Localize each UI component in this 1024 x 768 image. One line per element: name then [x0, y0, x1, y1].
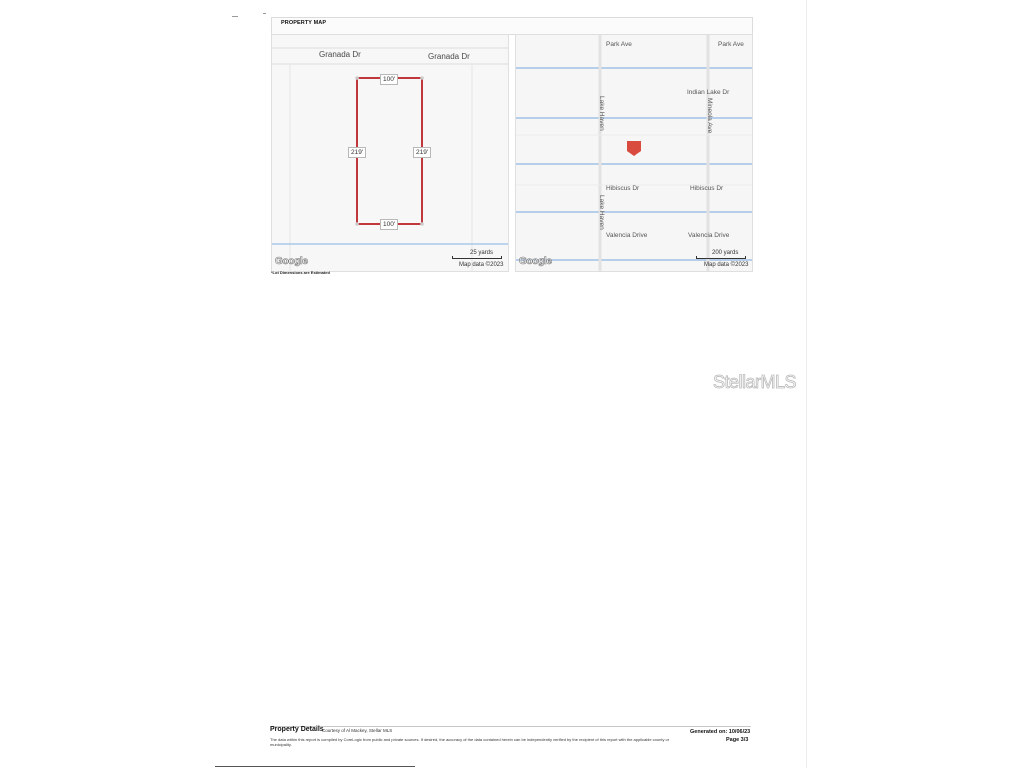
dimension-right: 219' — [413, 147, 431, 158]
dimension-bottom: 100' — [380, 219, 398, 230]
scale-label: 25 yards — [470, 250, 494, 256]
street-label: Indian Lake Dr — [687, 89, 730, 96]
street-label: Lake Haven — [598, 96, 605, 131]
street-label: Granada Dr — [428, 52, 470, 61]
map-attribution: Map data ©2023 — [459, 262, 504, 268]
scale-label: 200 yards — [712, 250, 739, 256]
street-label: Valencia Drive — [688, 232, 730, 239]
street-label: Hibiscus Dr — [606, 185, 640, 192]
footer-title: Property Details — [270, 726, 324, 733]
street-label: Lake Haven — [598, 195, 605, 230]
page-number: Page 3/3 — [726, 737, 749, 743]
street-label: Granada Dr — [319, 50, 361, 59]
lot-corner — [355, 76, 359, 80]
scan-edge — [215, 766, 415, 767]
dimension-left: 219' — [348, 147, 366, 158]
scale-bar — [452, 256, 502, 259]
scan-mark — [263, 13, 266, 14]
google-logo: Google — [275, 256, 308, 267]
footer-divider — [271, 726, 751, 727]
area-map[interactable] — [515, 34, 753, 272]
street-label: Mineola Ave — [706, 98, 713, 134]
scan-mark — [232, 16, 238, 17]
lot-map[interactable] — [271, 34, 509, 272]
street-label: Valencia Drive — [606, 232, 648, 239]
street-label: Park Ave — [718, 41, 744, 48]
section-header — [271, 17, 753, 35]
map-attribution: Map data ©2023 — [704, 262, 749, 268]
lot-dimension-note: *Lot Dimensions are Estimated — [271, 270, 330, 275]
dimension-top: 100' — [380, 74, 398, 85]
generated-date: Generated on: 10/06/23 — [690, 729, 751, 735]
street-label: Hibiscus Dr — [690, 185, 724, 192]
lot-corner — [355, 222, 359, 226]
google-logo: Google — [519, 256, 552, 267]
lot-map-canvas — [272, 35, 508, 271]
scale-bar — [696, 256, 746, 259]
street-label: Park Ave — [606, 41, 632, 48]
footer-disclaimer: The data within this report is compiled by CoreLogic from public and private sources. If desired, the accuracy of the data contained herein can be independently verified by the recipient of this report with the applicable county or municipality. — [270, 737, 670, 747]
lot-corner — [420, 76, 424, 80]
lot-corner — [420, 222, 424, 226]
stellarmls-watermark: StellarMLS — [713, 372, 797, 392]
lot-map-background — [272, 35, 508, 271]
footer-courtesy: Courtesy of Al Mackey, Stellar MLS — [322, 728, 393, 733]
section-title: PROPERTY MAP — [281, 20, 327, 26]
